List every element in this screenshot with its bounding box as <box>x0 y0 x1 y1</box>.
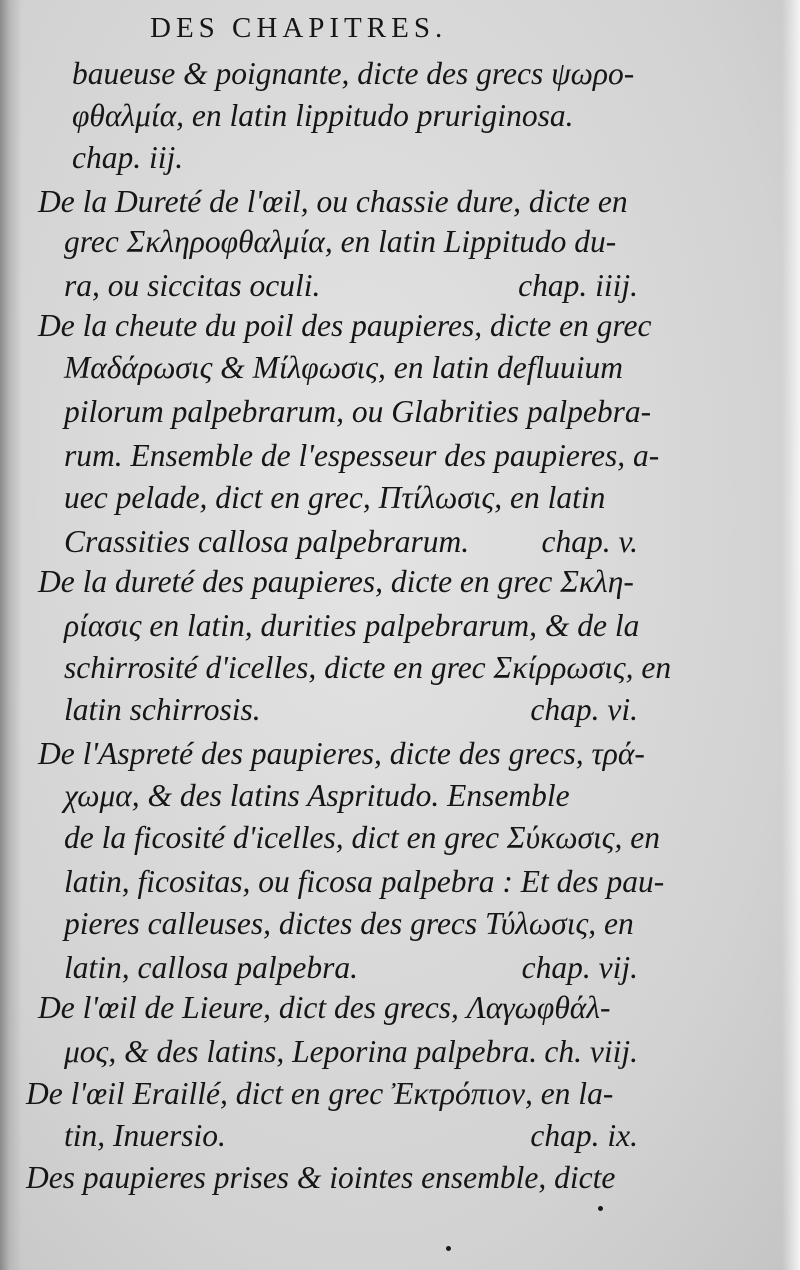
chapter-reference: chap. v. <box>541 524 638 559</box>
toc-line: grec Σκληροφθαλμία, en latin Lippitudo du- <box>64 224 617 259</box>
toc-line: latin, ficositas, ou ficosa palpebra : Et des pau- <box>64 864 665 899</box>
toc-line: De la Dureté de l'œil, ou chassie dure, dicte en <box>38 184 628 219</box>
toc-line: Crassities callosa palpebrarum. <box>64 524 470 559</box>
toc-line: pieres calleuses, dictes des grecs Τύλωσις, en <box>64 906 634 941</box>
toc-line: De la cheute du poil des paupieres, dicte en grec <box>38 308 652 343</box>
chapter-reference: ch. viij. <box>544 1034 638 1069</box>
toc-line: ρίασις en latin, durities palpebrarum, & de la <box>64 608 640 643</box>
toc-line: φθαλμία, en latin lippitudo pruriginosa. <box>72 98 574 133</box>
toc-line: schirrosité d'icelles, dicte en grec Σκίρρωσις, en <box>64 650 672 685</box>
toc-line: Des paupieres prises & iointes ensemble, dicte <box>26 1160 616 1195</box>
page-edge-highlight <box>782 0 800 1270</box>
toc-line: chap. iij. <box>72 140 184 175</box>
toc-line: De la dureté des paupieres, dicte en grec Σκλη- <box>38 564 634 599</box>
toc-line: tin, Inuersio. <box>64 1118 226 1153</box>
ink-speck <box>446 1246 451 1251</box>
toc-line: rum. Ensemble de l'espesseur des paupieres, a- <box>64 438 660 473</box>
toc-line: Μαδάρωσις & Μίλφωσις, en latin defluuium <box>64 350 623 385</box>
toc-line: ra, ou siccitas oculi. <box>64 268 321 303</box>
running-head: DES CHAPITRES. <box>150 12 448 44</box>
toc-line: uec pelade, dict en grec, Πτίλωσις, en latin <box>64 480 606 515</box>
chapter-reference: chap. vij. <box>521 950 638 985</box>
toc-line: de la ficosité d'icelles, dict en grec Σύκωσις, en <box>64 820 661 855</box>
chapter-reference: chap. vi. <box>530 692 638 727</box>
page-gutter-shadow <box>0 0 22 1270</box>
toc-line: De l'œil de Lieure, dict des grecs, Λαγωφθάλ- <box>38 990 611 1025</box>
toc-line: μος, & des latins, Leporina palpebra. <box>64 1034 538 1069</box>
toc-line: latin, callosa palpebra. <box>64 950 358 985</box>
ink-speck <box>598 1206 603 1211</box>
toc-line: χωμα, & des latins Aspritudo. Ensemble <box>64 778 570 813</box>
toc-line: latin schirrosis. <box>64 692 261 727</box>
toc-line: baueuse & poignante, dicte des grecs ψωρο- <box>72 56 635 91</box>
chapter-reference: chap. iiij. <box>518 268 638 303</box>
toc-line: De l'œil Eraillé, dict en grec Ἐκτρόπιον, en la- <box>26 1076 614 1111</box>
toc-line: pilorum palpebrarum, ou Glabrities palpebra- <box>64 394 652 429</box>
toc-line: De l'Aspreté des paupieres, dicte des grecs, τρά- <box>38 736 645 771</box>
chapter-reference: chap. ix. <box>530 1118 638 1153</box>
